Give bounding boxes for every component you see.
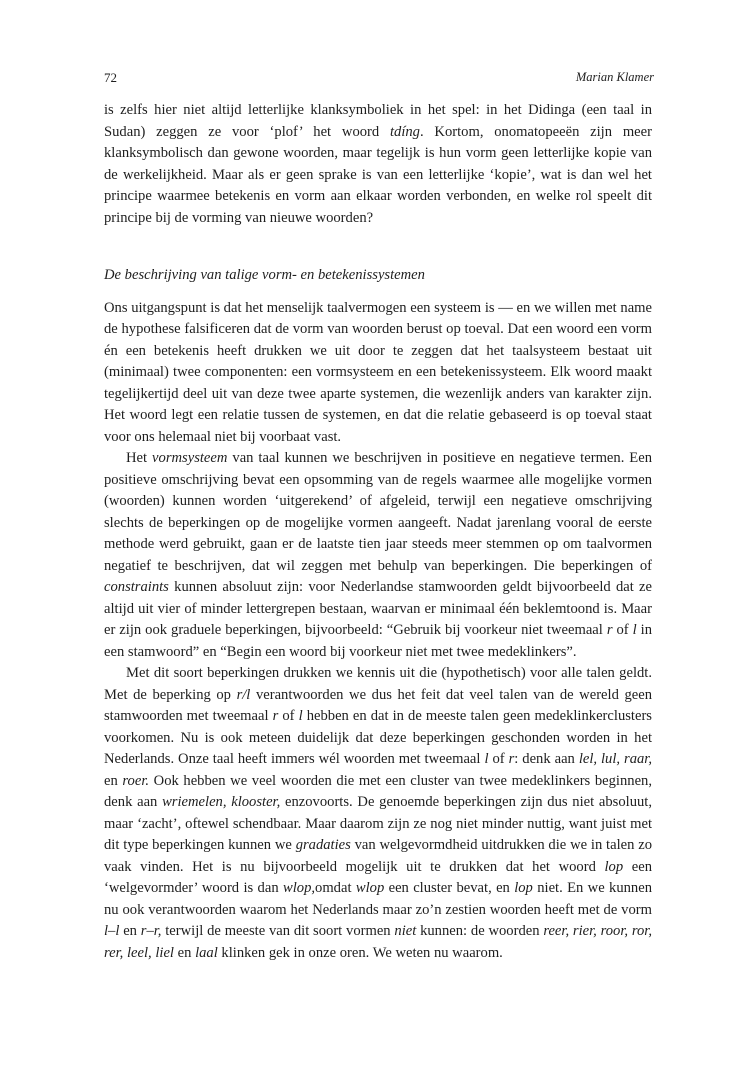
italic-term: tdíng bbox=[389, 123, 420, 140]
text-run: en bbox=[173, 944, 196, 961]
italic-term: reer, rier, roor, ror, rer, leel, liel bbox=[104, 923, 652, 961]
text-run: . Kortom, onomatopeeën zijn meer klanksymbolisch dan gewone woorden, maar tegelijk is hun vorm geen letterlijke kopie van de werkelijkheid. Maar als er geen sprake is van een letterlijke ‘kopie’, wat is dan wel het principe waarmee betekenis en vorm aan elkaar worden verbonden, en welke rol speelt dit principe bij de vorming van nieuwe woorden? bbox=[104, 123, 652, 226]
italic-term: l–l bbox=[104, 923, 120, 939]
italic-term: roer. bbox=[122, 772, 150, 789]
paragraph-2 bbox=[104, 298, 652, 449]
text-run: een cluster bevat, en bbox=[384, 880, 515, 896]
text-run: en bbox=[104, 772, 123, 789]
text-run: een ‘welgevormder’ woord is dan bbox=[104, 858, 652, 896]
text-run: hebben en dat in de meeste talen geen medeklinkerclusters voorkomen. Nu is ook meteen duidelijk dat deze beperkingen geschonden worden in het Nederlands. Onze taal heeft immers wél woorden met tweemaal bbox=[104, 708, 652, 767]
text-run: of bbox=[612, 622, 633, 638]
italic-term: niet bbox=[394, 923, 417, 939]
italic-term: vormsysteem bbox=[152, 450, 228, 466]
text-run: Met dit soort beperkingen drukken we kennis uit die (hypothetisch) voor alle talen geldt. Met de beperking op bbox=[104, 665, 652, 703]
italic-term: wriemelen, klooster, bbox=[162, 794, 281, 810]
text-run: of bbox=[278, 708, 299, 724]
text-run: niet. En we kunnen nu ook verantwoorden waarom het Nederlands maar zo’n zestien woorden heeft met de vorm bbox=[104, 880, 652, 918]
italic-term: wlop, bbox=[282, 880, 316, 896]
page-number: 72 bbox=[104, 70, 117, 85]
text-run: : denk aan bbox=[514, 751, 579, 767]
text-run: van welgevormdheid uitdrukken die we in talen zo vaak vinden. Het is nu bijvoorbeeld mogelijk uit te drukken dat het woord bbox=[104, 837, 652, 875]
italic-term: laal bbox=[195, 944, 218, 961]
italic-term: constraints bbox=[104, 579, 169, 595]
text-run: van taal kunnen we beschrijven in positieve en negatieve termen. Een positieve omschrijving bevat een opsomming van de regels waarmee alle mogelijke vormen (woorden) kunnen worden ‘uitgerekend’ of afgeleid, terwijl een negatieve omschrijving slechts de beperkingen op de mogelijke vormen aangeeft. Nadat jarenlang vooral de eerste methode werd gebruikt, gaan er de laatste tien jaar steeds meer stemmen op om taalvormen negatief te beschrijven, dat wil zeggen met behulp van beperkingen. Die beperkingen of bbox=[104, 450, 652, 574]
italic-term: lop bbox=[514, 880, 533, 896]
italic-term: lel, lul, raar, bbox=[578, 751, 652, 767]
running-head: Marian Klamer bbox=[575, 70, 654, 84]
section-heading: De beschrijving van talige vorm- en betekenissystemen bbox=[104, 267, 425, 283]
text-run: in een stamwoord” en “Begin een woord bij voorkeur niet met twee medeklinkers”. bbox=[104, 622, 652, 660]
text-run: omdat bbox=[315, 880, 356, 896]
italic-term: gradaties bbox=[295, 837, 351, 853]
paragraph-4 bbox=[104, 663, 652, 964]
italic-term: r–r, bbox=[140, 923, 162, 939]
italic-term: l bbox=[484, 751, 489, 767]
italic-term: r bbox=[606, 622, 613, 638]
text-run: of bbox=[488, 751, 509, 767]
italic-term: l bbox=[298, 708, 303, 724]
italic-term: l bbox=[632, 622, 637, 638]
italic-term: wlop bbox=[355, 880, 385, 896]
text-run: is zelfs hier niet altijd letterlijke klanksymboliek in het spel: in het Didinga (een taal in Sudan) zeggen ze voor ‘plof’ het woord bbox=[104, 102, 652, 140]
text-run: Ook hebben we veel woorden die met een cluster van twee medeklinkers beginnen, denk aan bbox=[104, 772, 652, 810]
text-run: enzovoorts. De genoemde beperkingen zijn dus niet absoluut, maar ‘zacht’, oftewel schendbaar. Maar daarom zijn ze nog niet minder nuttig, want juist met dit type beperkingen kunnen we bbox=[104, 794, 652, 853]
italic-term: r bbox=[272, 708, 279, 724]
text-run: kunnen: de woorden bbox=[416, 923, 544, 939]
italic-term: r/l bbox=[236, 686, 251, 703]
text-run: Ons uitgangspunt is dat het menselijk taalvermogen een systeem is — en we willen met name de hypothese falsificeren dat de vorm van woorden berust op toeval. Dat een woord een vorm én een betekenis heeft drukken we uit door te zeggen dat het taalsysteem bestaat uit (minimaal) twee componenten: een vormsysteem en een betekenissysteem. Elk woord maakt tegelijkertijd deel uit van deze twee aparte systemen, die wezenlijk anders van karakter zijn. Het woord legt een relatie tussen de systemen, en dat die relatie gebaseerd is op toeval staat voor ons helemaal niet bij voorbaat vast. bbox=[104, 299, 652, 445]
paragraph-1 bbox=[104, 100, 652, 229]
article-body bbox=[104, 100, 652, 964]
text-run: klinken gek in onze oren. We weten nu waarom. bbox=[217, 944, 503, 961]
text-run: Het bbox=[126, 450, 153, 466]
text-run: kunnen absoluut zijn: voor Nederlandse stamwoorden geldt bijvoorbeeld dat ze altijd uit vier of minder lettergrepen bestaan, waarvan er minimaal één beklemtoond is. Maar er zijn ook graduele beperkingen, bijvoorbeeld: “Gebruik bij voorkeur niet tweemaal bbox=[104, 579, 652, 638]
paragraph-3 bbox=[104, 448, 652, 663]
italic-term: lop bbox=[604, 858, 624, 875]
text-run: en bbox=[119, 923, 141, 939]
text-run: verantwoorden we dus het feit dat veel talen van de wereld geen stamwoorden met tweemaal bbox=[104, 686, 653, 724]
italic-term: r bbox=[508, 751, 515, 767]
text-run: terwijl de meeste van dit soort vormen bbox=[161, 923, 395, 939]
